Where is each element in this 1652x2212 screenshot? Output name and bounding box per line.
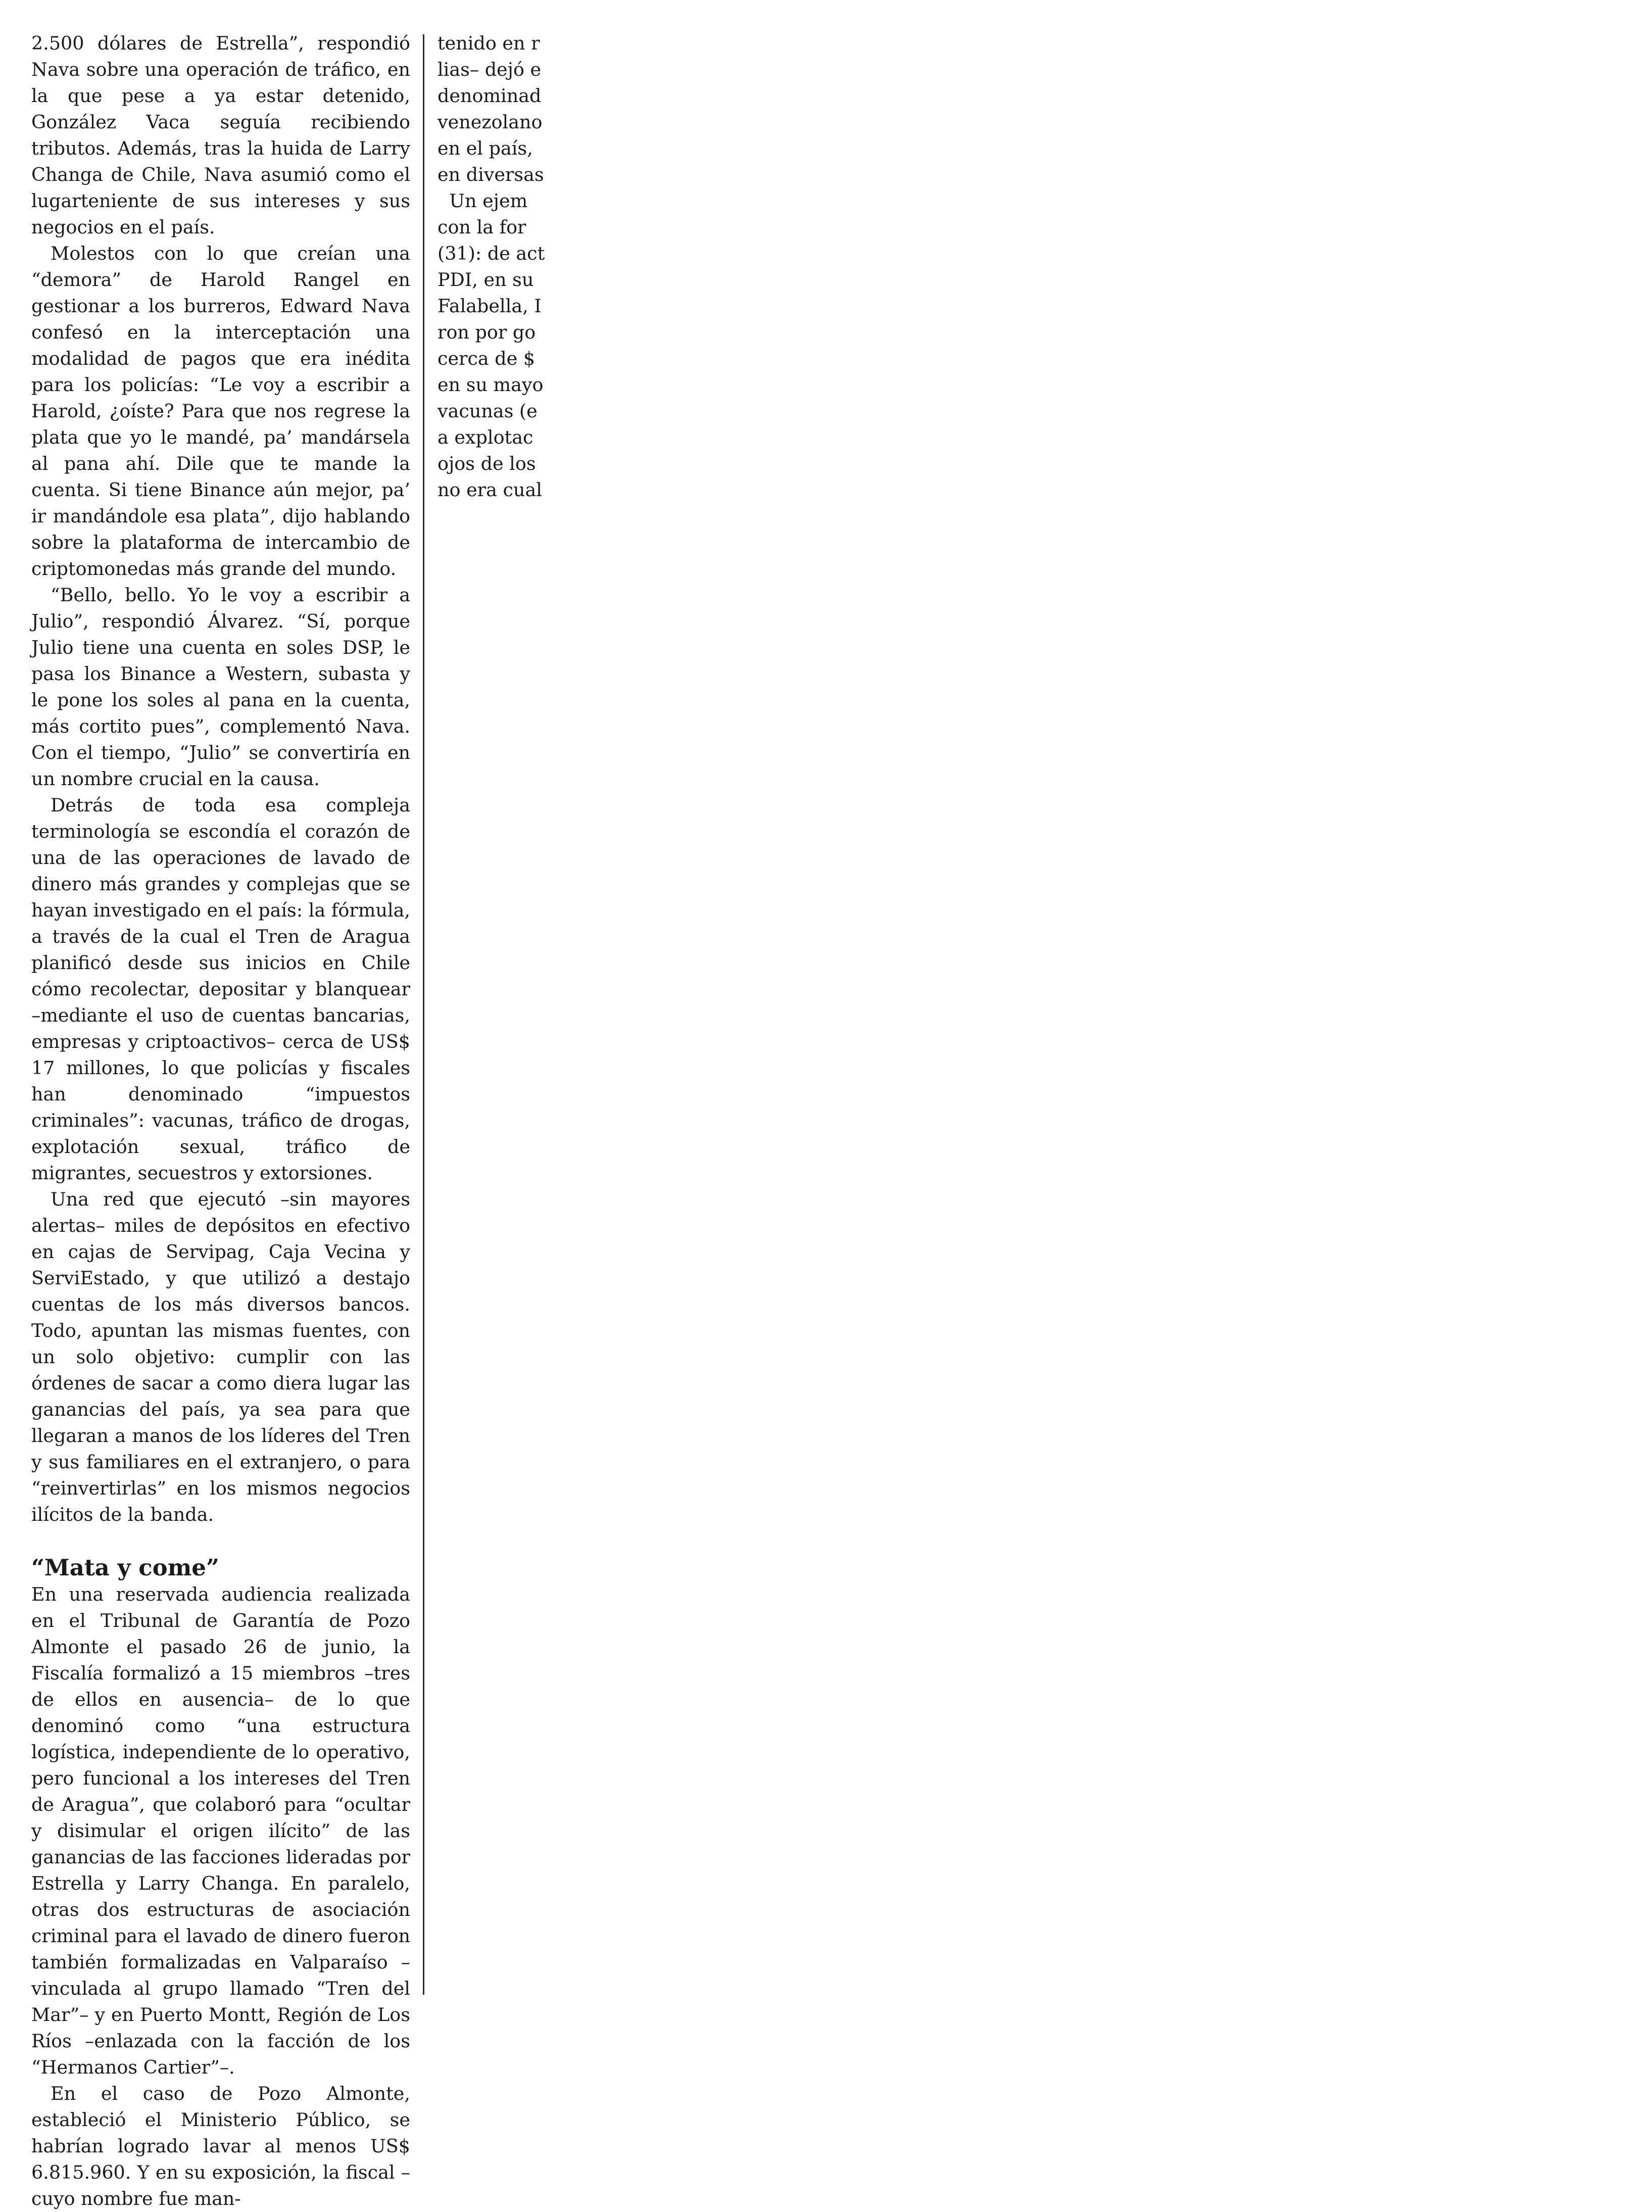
- right-line: denominad: [438, 85, 542, 107]
- right-line: Un ejem: [438, 190, 528, 212]
- paragraph-7: En el caso de Pozo Almonte, estableció el Ministerio Público, se habrían logrado lavar al menos US$ 6.815.960. Y en su exposición, la fiscal –cuyo nombre fue man-: [31, 2083, 410, 2209]
- right-line: cerca de $: [438, 348, 536, 369]
- right-line: tenido en r: [438, 32, 540, 54]
- paragraph-2: Molestos con lo que creían una “demora” de Harold Rangel en gestionar a los burreros, Edward Nava confesó en la interceptación una modalidad de pagos que era inédita para los policías: “Le voy a escribir a Harold, ¿oíste? Para que nos regrese la plata que yo le mandé, pa’ mandársela al pana ahí. Dile que te mande la cuenta. Si tiene Binance aún mejor, pa’ ir mandándole esa plata”, dijo hablando sobre la plataforma de intercambio de criptomonedas más grande del mundo.: [31, 243, 410, 580]
- right-column-clip: [438, 30, 545, 503]
- right-line: en el país,: [438, 137, 533, 159]
- paragraph-1: 2.500 dólares de Estrella”, respondió Nava sobre una operación de tráfico, en la que pese a ya estar detenido, González Vaca seguía recibiendo tributos. Además, tras la huida de Larry Changa de Chile, Nava asumió como el lugarteniente de sus intereses y sus negocios en el país.: [31, 32, 410, 238]
- article-right-column-cropped: [438, 30, 791, 2021]
- right-line: vacunas (e: [438, 400, 538, 422]
- paragraph-5: Una red que ejecutó –sin mayores alertas– miles de depósitos en efectivo en cajas de Servipag, Caja Vecina y ServiEstado, y que utilizó a destajo cuentas de los más diversos bancos. Todo, apuntan las mismas fuentes, con un solo objetivo: cumplir con las órdenes de sacar a como diera lugar las ganancias del país, ya sea para que llegaran a manos de los líderes del Tren y sus familiares en el extranjero, o para “reinvertirlas” en los mismos negocios ilícitos de la banda.: [31, 1188, 410, 1525]
- right-line: no era cual: [438, 479, 542, 501]
- right-line: a explotac: [438, 426, 533, 448]
- paragraph-6: En una reservada audiencia realizada en el Tribunal de Garantía de Pozo Almonte el pasado 26 de junio, la Fiscalía formalizó a 15 miembros –tres de ellos en ausencia– de lo que denominó como “una estructura logística, independiente de lo operativo, pero funcional a los intereses del Tren de Aragua”, que colaboró para “ocultar y disimular el origen ilícito” de las ganancias de las facciones lideradas por Estrella y Larry Changa. En paralelo, otras dos estructuras de asociación criminal para el lavado de dinero fueron también formalizadas en Valparaíso –vinculada al grupo llamado “Tren del Mar”– y en Puerto Montt, Región de Los Ríos –enlazada con la facción de los “Hermanos Cartier”–.: [31, 1583, 410, 2078]
- right-line: ojos de los: [438, 453, 536, 474]
- right-line: ron por go: [438, 321, 536, 343]
- right-line: en diversas: [438, 164, 544, 185]
- right-line: lias– dejó e: [438, 59, 542, 80]
- right-line: venezolano: [438, 111, 543, 133]
- section-subheading: “Mata y come”: [31, 1554, 219, 1581]
- right-line: con la for: [438, 216, 526, 238]
- right-line: en su mayo: [438, 374, 544, 396]
- paragraph-4: Detrás de toda esa compleja terminología se escondía el corazón de una de las operaciones de lavado de dinero más grandes y complejas que se hayan investigado en el país: la fórmula, a través de la cual el Tren de Aragua planificó desde sus inicios en Chile cómo recolectar, depositar y blanquear –mediante el uso de cuentas bancarias, empresas y criptoactivos– cerca de US$ 17 millones, lo que policías y fiscales han denominado “impuestos criminales”: vacunas, tráfico de drogas, explotación sexual, tráfico de migrantes, secuestros y extorsiones.: [31, 794, 410, 1184]
- article-left-column: [31, 30, 410, 2212]
- right-line: Falabella, I: [438, 295, 542, 317]
- right-line: PDI, en su: [438, 269, 534, 291]
- right-line: (31): de act: [438, 243, 545, 264]
- column-divider: [423, 34, 424, 1995]
- paragraph-3: “Bello, bello. Yo le voy a escribir a Julio”, respondió Álvarez. “Sí, porque Julio tiene una cuenta en soles DSP, le pasa los Binance a Western, subasta y le pone los soles al pana en la cuenta, más cortito pues”, complementó Nava. Con el tiempo, “Julio” se convertiría en un nombre crucial en la causa.: [31, 584, 410, 790]
